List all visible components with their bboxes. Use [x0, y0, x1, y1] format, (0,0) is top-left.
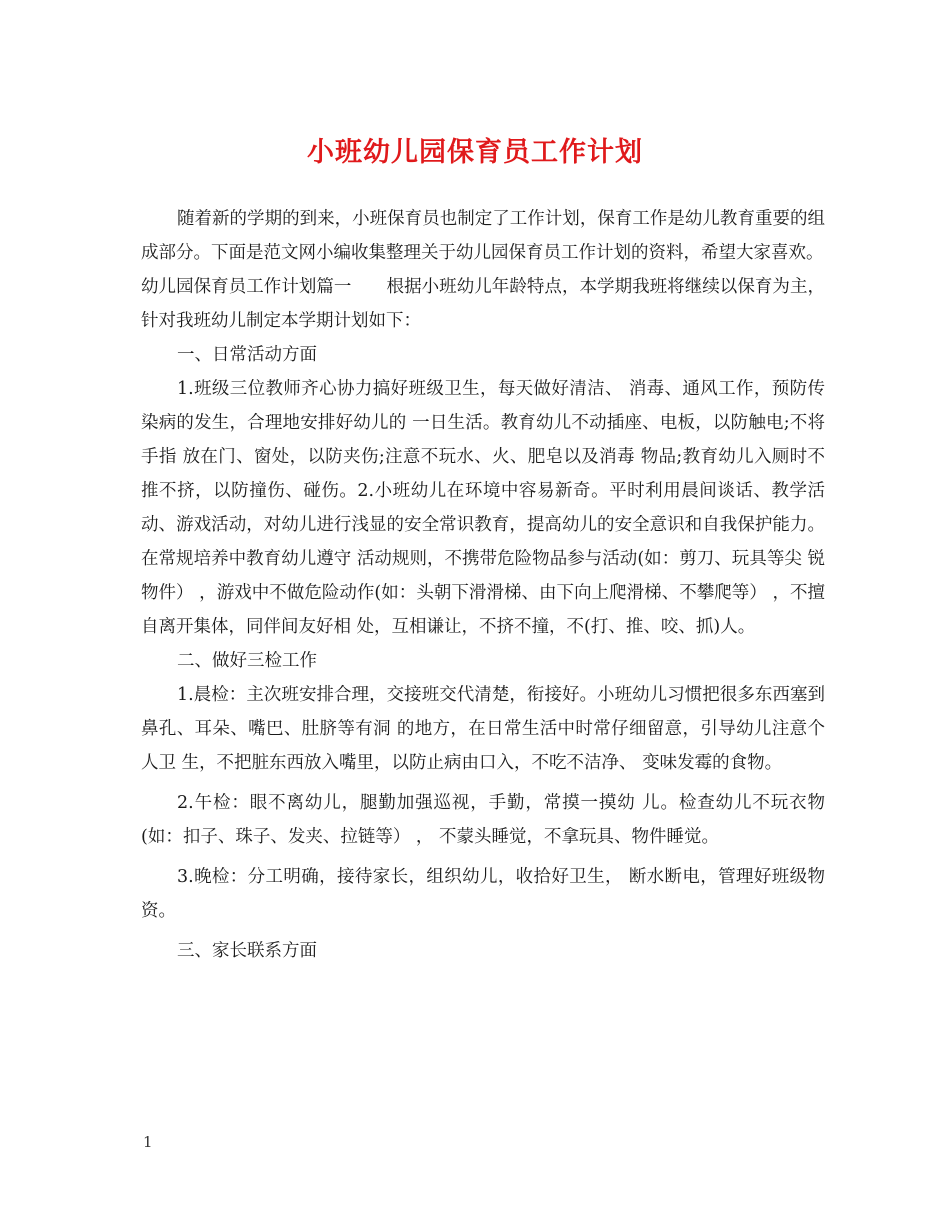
- paragraph-daily-activities: 1.班级三位教师齐心协力搞好班级卫生，每天做好清洁、 消毒、通风工作，预防传染病的发生，合理地安排好幼儿的 一日生活。教育幼儿不动插座、电板，以防触电;不将手指 放在门、窗处，以防夹伤;注意不玩水、火、肥皂以及消毒 物品;教育幼儿入厕时不推不挤，以防撞伤、碰伤。2.小班幼儿在环境中容易新奇。平时利用晨间谈话、教学活动、游戏活动，对幼儿进行浅显的安全常识教育，提高幼儿的安全意识和自我保护能力。在常规培养中教育幼儿遵守 活动规则，不携带危险物品参与活动(如：剪刀、玩具等尖 锐物件） ，游戏中不做危险动作(如：头朝下滑滑梯、由下向上爬滑梯、不攀爬等） ，不擅自离开集体，同伴间友好相 处，互相谦让，不挤不撞，不(打、推、咬、抓)人。: [141, 379, 825, 637]
- paragraph-morning-check: 1.晨检：主次班安排合理，交接班交代清楚，衔接好。小班幼儿习惯把很多东西塞到鼻孔、耳朵、嘴巴、肚脐等有洞 的地方，在日常生活中时常仔细留意，引导幼儿注意个人卫 生，不把脏东西放入嘴里，以防止病由口入，不吃不洁净、 变味发霉的食物。: [141, 685, 825, 773]
- section-heading-three-checks: 二、做好三检工作: [177, 651, 317, 671]
- document-title: 小班幼儿园保育员工作计划: [307, 137, 643, 168]
- section-heading-parent-contact: 三、家长联系方面: [177, 941, 317, 961]
- paragraph-plan-intro: 幼儿园保育员工作计划篇一 根据小班幼儿年龄特点，本学期我班将继续以保育为主，针对我班幼儿制定本学期计划如下：: [141, 277, 825, 331]
- page-number: 1: [143, 1133, 153, 1151]
- document-body: [141, 202, 825, 968]
- paragraph-intro: 随着新的学期的到来，小班保育员也制定了工作计划，保育工作是幼儿教育重要的组成部分。下面是范文网小编收集整理关于幼儿园保育员工作计划的资料，希望大家喜欢。: [141, 209, 825, 263]
- section-heading-daily-activities: 一、日常活动方面: [177, 345, 317, 365]
- paragraph-noon-check: 2.午检：眼不离幼儿，腿勤加强巡视，手勤，常摸一摸幼 儿。检查幼儿不玩衣物(如：扣子、珠子、发夹、拉链等） ， 不蒙头睡觉，不拿玩具、物件睡觉。: [141, 793, 825, 847]
- paragraph-evening-check: 3.晚检：分工明确，接待家长，组织幼儿，收拾好卫生， 断水断电，管理好班级物资。: [141, 867, 825, 921]
